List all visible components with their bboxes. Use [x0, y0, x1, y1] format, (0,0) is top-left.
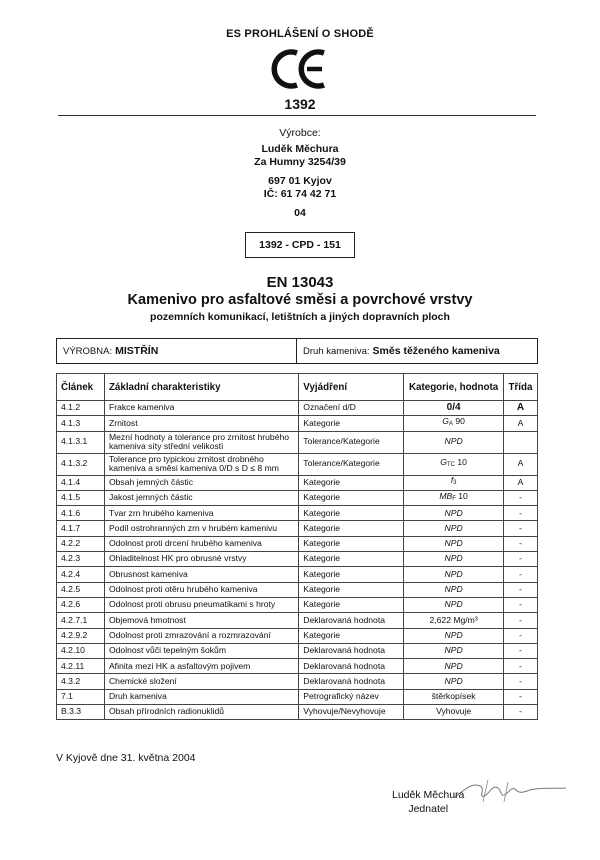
cell-class: A	[503, 475, 537, 490]
cell-class: -	[503, 659, 537, 674]
header-article: Článek	[57, 374, 105, 401]
cell-characteristic: Objemová hmotnost	[104, 613, 298, 628]
category-subscript: F	[452, 495, 456, 502]
cell-declaration: Deklarovaná hodnota	[299, 643, 404, 658]
category-subscript: TC	[446, 461, 455, 468]
cell-declaration: Kategorie	[299, 567, 404, 582]
cell-class: A	[503, 453, 537, 475]
cell-characteristic: Obsah přírodních radionuklidů	[104, 705, 298, 720]
cell-characteristic: Odolnost proti obrusu pneumatikami s hroty	[104, 597, 298, 612]
cell-category: NPD	[404, 536, 504, 551]
cell-characteristic: Odolnost proti otěru hrubého kameniva	[104, 582, 298, 597]
manufacturer-ic: IČ: 61 74 42 71	[263, 188, 337, 200]
table-row	[57, 597, 538, 612]
cell-article: 4.1.3	[57, 416, 105, 431]
table-row	[57, 536, 538, 551]
category-symbol: f	[450, 475, 454, 486]
table-row	[57, 416, 538, 431]
cell-declaration: Kategorie	[299, 582, 404, 597]
category-suffix: 10	[455, 490, 468, 501]
cell-category	[404, 453, 504, 475]
cell-class: -	[503, 552, 537, 567]
table-row	[57, 475, 538, 490]
table-row	[57, 643, 538, 658]
cell-declaration: Tolerance/Kategorie	[299, 453, 404, 475]
manufacturer-street: Za Humny 3254/39	[254, 156, 346, 168]
cell-class: -	[503, 582, 537, 597]
cell-article: 4.1.3.1	[57, 431, 105, 453]
plant-cell	[57, 339, 297, 363]
cell-characteristic: Obrusnost kameniva	[104, 567, 298, 582]
cell-declaration: Kategorie	[299, 490, 404, 505]
aggregate-type-label: Druh kameniva:	[303, 345, 370, 357]
table-row	[57, 506, 538, 521]
cell-declaration: Deklarovaná hodnota	[299, 674, 404, 689]
cell-class: -	[503, 674, 537, 689]
cell-declaration: Vyhovuje/Nevyhovuje	[299, 705, 404, 720]
table-row	[57, 490, 538, 505]
cell-declaration: Kategorie	[299, 506, 404, 521]
table-row	[57, 453, 538, 475]
notified-body-number: 1392	[284, 96, 316, 112]
cell-article: 4.2.11	[57, 659, 105, 674]
cell-characteristic: Zrnitost	[104, 416, 298, 431]
cell-characteristic: Odolnost vůči tepelným šokům	[104, 643, 298, 658]
cell-class: -	[503, 536, 537, 551]
table-row	[57, 659, 538, 674]
cell-category: štěrkopísek	[404, 689, 504, 704]
signer-role: Jednatel	[408, 803, 449, 815]
cell-article: 4.2.10	[57, 643, 105, 658]
cell-category: 0/4	[404, 401, 504, 416]
cell-article: 4.2.4	[57, 567, 105, 582]
cell-class: -	[503, 613, 537, 628]
table-row	[57, 521, 538, 536]
cell-characteristic: Odolnost proti zmrazování a rozmrazování	[104, 628, 298, 643]
category-suffix: 10	[454, 456, 467, 467]
product-subtitle: pozemních komunikací, letištních a jiných dopravních ploch	[150, 311, 450, 323]
category-symbol: MB	[439, 490, 453, 501]
cell-category: NPD	[404, 674, 504, 689]
aggregate-type-value: Směs těženého kameniva	[372, 345, 500, 357]
standard-code: EN 13043	[266, 274, 334, 291]
cell-article: B.3.3	[57, 705, 105, 720]
cell-characteristic: Chemické složení	[104, 674, 298, 689]
signer-block	[392, 788, 464, 816]
header-characteristic: Základní charakteristiky	[104, 374, 298, 401]
cell-characteristic: Tvar zrn hrubého kameniva	[104, 506, 298, 521]
cell-category: NPD	[404, 521, 504, 536]
cell-article: 4.1.5	[57, 490, 105, 505]
plant-label: VÝROBNA:	[63, 345, 113, 357]
header-category: Kategorie, hodnota	[404, 374, 504, 401]
cell-category: NPD	[404, 628, 504, 643]
category-subscript: A	[448, 421, 453, 428]
table-row	[57, 705, 538, 720]
cell-article: 4.2.2	[57, 536, 105, 551]
cell-class: -	[503, 490, 537, 505]
cell-declaration: Kategorie	[299, 416, 404, 431]
table-row	[57, 431, 538, 453]
cell-category: NPD	[404, 659, 504, 674]
cell-class: -	[503, 521, 537, 536]
cell-declaration: Kategorie	[299, 597, 404, 612]
cell-characteristic: Obsah jemných částic	[104, 475, 298, 490]
document-title: ES PROHLÁŠENÍ O SHODĚ	[226, 28, 374, 40]
cell-article: 4.1.4	[57, 475, 105, 490]
cell-characteristic: Tolerance pro typickou zrnitost drobného kameniva a směsi kameniva 0/D s D ≤ 8 mm	[104, 453, 298, 475]
table-row	[57, 401, 538, 416]
cell-category: NPD	[404, 506, 504, 521]
manufacturer-city: 697 01 Kyjov	[268, 175, 332, 187]
cell-class: A	[503, 416, 537, 431]
cell-article: 4.2.6	[57, 597, 105, 612]
manufacturer-label: Výrobce:	[279, 127, 321, 139]
cell-category	[404, 490, 504, 505]
cell-declaration: Tolerance/Kategorie	[299, 431, 404, 453]
cell-article: 4.2.5	[57, 582, 105, 597]
cell-class: -	[503, 628, 537, 643]
category-symbol: G	[442, 416, 449, 427]
cell-article: 4.1.2	[57, 401, 105, 416]
cell-characteristic: Mezní hodnoty a tolerance pro zrnitost hrubého kameniva síty střední velikosti	[104, 431, 298, 453]
cell-characteristic: Odolnost proti drcení hrubého kameniva	[104, 536, 298, 551]
cell-declaration: Petrografický název	[299, 689, 404, 704]
cell-category: NPD	[404, 567, 504, 582]
cell-article: 4.1.3.2	[57, 453, 105, 475]
cell-article: 4.2.3	[57, 552, 105, 567]
plant-value: MISTŘÍN	[115, 345, 159, 357]
cell-class: -	[503, 643, 537, 658]
cell-category: NPD	[404, 431, 504, 453]
cell-category: NPD	[404, 597, 504, 612]
cell-class: -	[503, 689, 537, 704]
manufacturer-year: 04	[294, 207, 306, 219]
table-row	[57, 628, 538, 643]
handwritten-signature-icon	[450, 772, 570, 808]
table-row	[57, 674, 538, 689]
product-title: Kamenivo pro asfaltové směsi a povrchové vrstvy	[127, 292, 473, 308]
cell-article: 4.3.2	[57, 674, 105, 689]
cell-declaration: Deklarovaná hodnota	[299, 613, 404, 628]
header-class: Třída	[503, 374, 537, 401]
cell-characteristic: Afinita mezi HK a asfaltovým pojivem	[104, 659, 298, 674]
plant-info-box	[56, 338, 538, 364]
cell-category	[404, 475, 504, 490]
cell-class: A	[503, 401, 537, 416]
cell-category: 2,622 Mg/m³	[404, 613, 504, 628]
cell-declaration: Deklarovaná hodnota	[299, 659, 404, 674]
header-divider	[58, 115, 536, 116]
aggregate-type-cell	[297, 339, 537, 363]
cell-class	[503, 431, 537, 453]
cell-characteristic: Ohladitelnost HK pro obrusné vrstvy	[104, 552, 298, 567]
cell-class: -	[503, 597, 537, 612]
cell-class: -	[503, 567, 537, 582]
cell-article: 7.1	[57, 689, 105, 704]
cell-category: NPD	[404, 643, 504, 658]
table-row	[57, 552, 538, 567]
cell-declaration: Kategorie	[299, 521, 404, 536]
manufacturer-block	[0, 143, 600, 220]
cell-class: -	[503, 705, 537, 720]
table-row	[57, 582, 538, 597]
category-subscript: 3	[453, 480, 457, 487]
category-suffix: 90	[452, 416, 465, 427]
cell-article: 4.2.7.1	[57, 613, 105, 628]
header-declaration: Vyjádření	[299, 374, 404, 401]
cell-article: 4.1.7	[57, 521, 105, 536]
ce-mark-icon	[270, 47, 330, 91]
cell-category: NPD	[404, 582, 504, 597]
certificate-number: 1392 - CPD - 151	[245, 232, 355, 258]
place-and-date: V Kyjově dne 31. května 2004	[56, 752, 196, 764]
cell-category: NPD	[404, 552, 504, 567]
cell-characteristic: Jakost jemných částic	[104, 490, 298, 505]
table-header-row	[57, 374, 538, 401]
cell-declaration: Kategorie	[299, 475, 404, 490]
table-row	[57, 689, 538, 704]
table-row	[57, 567, 538, 582]
signer-name: Luděk Měchura	[392, 789, 465, 801]
cell-category: Vyhovuje	[404, 705, 504, 720]
category-symbol: G	[440, 456, 447, 467]
cell-characteristic: Druh kameniva	[104, 689, 298, 704]
cell-declaration: Kategorie	[299, 552, 404, 567]
properties-table	[56, 373, 538, 720]
manufacturer-name: Luděk Měchura	[261, 143, 339, 155]
cell-article: 4.1.6	[57, 506, 105, 521]
cell-category	[404, 416, 504, 431]
cell-article: 4.2.9.2	[57, 628, 105, 643]
cell-declaration: Kategorie	[299, 536, 404, 551]
cell-class: -	[503, 506, 537, 521]
cell-declaration: Kategorie	[299, 628, 404, 643]
table-row	[57, 613, 538, 628]
cell-characteristic: Podíl ostrohranných zrn v hrubém kamenivu	[104, 521, 298, 536]
cell-declaration: Označení d/D	[299, 401, 404, 416]
cell-characteristic: Frakce kameniva	[104, 401, 298, 416]
